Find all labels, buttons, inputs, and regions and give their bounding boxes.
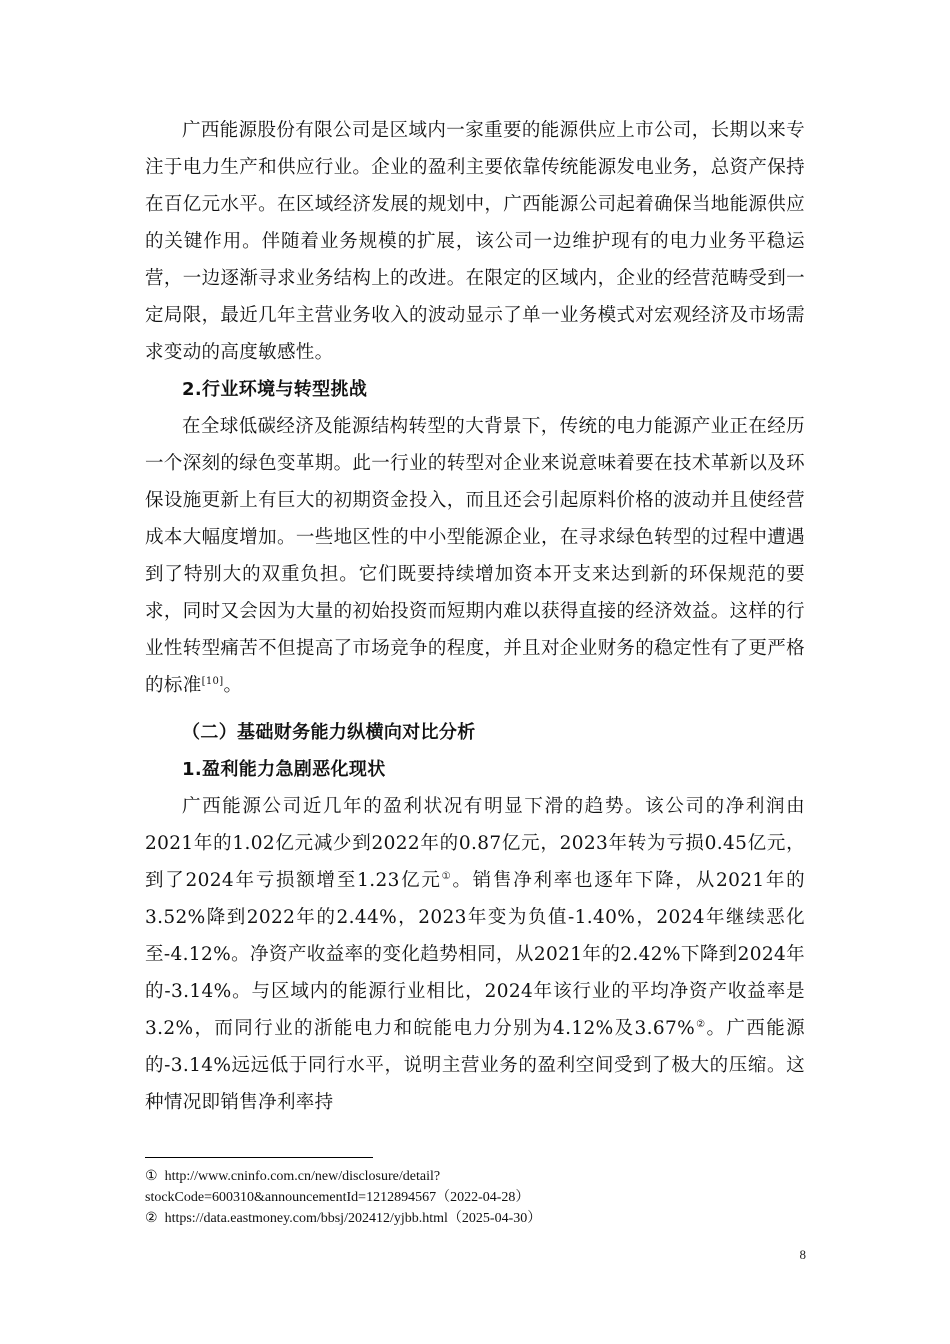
footnote-mark: ② [145,1211,158,1226]
footnote-1 [145,1166,825,1187]
footnote-divider [145,1157,373,1158]
paragraph-profitability [145,788,805,1121]
page-number: 8 [799,1247,806,1262]
footnote-marker-1[interactable]: ① [441,870,453,882]
footnote-marker-2[interactable]: ② [695,1018,707,1030]
citation-marker: [10] [201,675,224,687]
paragraph-text: 在全球低碳经济及能源结构转型的大背景下，传统的电力能源产业正在经历一个深刻的绿色变革期。此一行业的转型对企业来说意味着要在技术革新以及环保设施更新上有巨大的初期资金投入，而且还会引起原料价格的波动并且使经营成本大幅度增加。一些地区性的中小型能源企业，在寻求绿色转型的过程中遭遇到了特别大的双重负担。它们既要持续增加资本开支来达到新的环保规范的要求，同时又会因为大量的初始投资而短期内难以获得直接的经济效益。这样的行业性转型痛苦不但提高了市场竞争的程度，并且对企业财务的稳定性有了更严格的标准 [145,416,805,696]
footnote-link[interactable]: https://data.eastmoney.com/bbsj/202412/yjbb.html（2025-04-30） [164,1211,542,1226]
footnote-2 [145,1208,825,1229]
footnote-link[interactable]: http://www.cninfo.com.cn/new/disclosure/detail? [164,1169,441,1184]
footnotes [145,1166,825,1229]
heading-profitability: 1.盈利能力急剧恶化现状 [182,759,386,780]
body-text [145,112,805,1121]
paragraph-company-overview: 广西能源股份有限公司是区域内一家重要的能源供应上市公司，长期以来专注于电力生产和供应行业。企业的盈利主要依靠传统能源发电业务，总资产保持在百亿元水平。在区域经济发展的规划中，广西能源公司起着确保当地能源供应的关键作用。伴随着业务规模的扩展，该公司一边维护现有的电力业务平稳运营，一边逐渐寻求业务结构上的改进。在限定的区域内，企业的经营范畴受到一定局限，最近几年主营业务收入的波动显示了单一业务模式对宏观经济及市场需求变动的高度敏感性。 [145,120,805,363]
paragraph-end: 。 [223,675,243,696]
footnote-mark: ① [145,1169,158,1184]
paragraph-text: 广西能源公司近几年的盈利状况有明显下滑的趋势。该公司的净利润由2021年的1.02亿元减少到2022年的0.87亿元，2023年转为亏损0.45亿元，到了2024年亏损额增至1.23亿元 [145,796,805,891]
paragraph-text: 。销售净利率也逐年下降，从2021年的3.52%降到2022年的2.44%，2023年变为负值-1.40%，2024年继续恶化至-4.12%。净资产收益率的变化趋势相同，从2021年的2.42%下降到2024年的-3.14%。与区域内的能源行业相比，2024年该行业的平均净资产收益率是3.2%，而同行业的浙能电力和皖能电力分别为4.12%及3.67% [145,870,805,1039]
paragraph-text: 。广西能源的-3.14%远远低于同行水平，说明主营业务的盈利空间受到了极大的压缩。这种情况即销售净利率持 [145,1018,805,1113]
section-heading: （二）基础财务能力纵横向对比分析 [182,722,476,743]
paragraph-industry-transition [145,408,805,704]
footnote-1-continued[interactable]: stockCode=600310&announcementId=1212894567（2022-04-28） [145,1190,530,1205]
heading-industry-environment: 2.行业环境与转型挑战 [182,379,368,400]
